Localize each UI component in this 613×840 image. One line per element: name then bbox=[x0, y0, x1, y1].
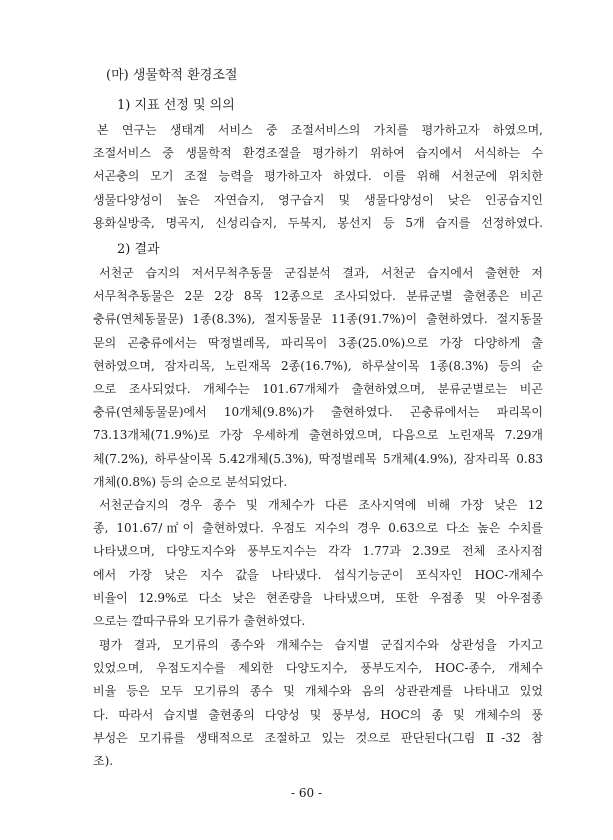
text-line: 73.13개체(71.9%)로 가장 우세하게 출현하였으며, 다음으로 노린재목 7.29개 bbox=[93, 428, 543, 443]
text-line: 조). bbox=[93, 753, 114, 768]
subsection-heading-results: 2) 결과 bbox=[117, 242, 160, 257]
text-line: 서곤충의 모기 조절 능력을 평가하고자 하였다. 이를 위해 서천군에 위치한 bbox=[93, 169, 543, 184]
text-line: 종, 101.67/㎡이 출현하였다. 우점도 지수의 경우 0.63으로 다소 높은 수치를 bbox=[93, 521, 543, 536]
text-line: 으로 조사되었다. 개체수는 101.67개체가 출현하였으며, 분류군별로는 비곤 bbox=[93, 381, 543, 396]
text-line: 조절서비스 중 생물학적 환경조절을 평가하기 위하여 습지에서 서식하는 수 bbox=[93, 146, 543, 161]
text-line: 있었으며, 우점도지수를 제외한 다양도지수, 풍부도지수, HOC-종수, 개체수 bbox=[93, 661, 543, 676]
text-line: 다. 따라서 습지별 출현종의 다양성 및 풍부성, HOC의 종 및 개체수의 풍 bbox=[93, 707, 543, 722]
text-line: 나타냈으며, 다양도지수와 풍부도지수는 각각 1.77과 2.39로 전체 조사지점 bbox=[93, 544, 543, 559]
text-line: 현하였으며, 잠자리목, 노린재목 2종(16.7%), 하루살이목 1종(8.3%) 등의 순 bbox=[93, 358, 543, 373]
paragraph-4 bbox=[93, 634, 543, 773]
paragraph-1 bbox=[93, 119, 543, 235]
text-line: 부성은 모기류를 생태적으로 조절하고 있는 것으로 판단된다(그림 Ⅱ-32 참 bbox=[93, 730, 543, 745]
text-line: 문의 곤충류에서는 딱정벌레목, 파리목이 3종(25.0%)으로 가장 다양하게 출 bbox=[93, 335, 543, 350]
text-line: 에서 가장 낮은 지수 값을 나타냈다. 섭식기능군이 포식자인 HOC-개체수 bbox=[93, 567, 543, 582]
text-line: 으로는 깔따구류와 모기류가 출현하였다. bbox=[93, 613, 306, 628]
text-line: 서천군습지의 경우 종수 및 개체수가 다른 조사지역에 비해 가장 낮은 12 bbox=[99, 498, 543, 512]
text-line: 서무척추동물은 2문 2강 8목 12종으로 조사되었다. 분류군별 출현종은 비곤 bbox=[93, 289, 543, 304]
text-line: 생물다양성이 높은 자연습지, 영구습지 및 생물다양성이 낮은 인공습지인 bbox=[93, 192, 543, 207]
text-line: 서천군 습지의 저서무척추동물 군집분석 결과, 서천군 습지에서 출현한 저 bbox=[99, 266, 543, 280]
text-line: 충류(연체동물문) 1종(8.3%), 절지동물문 11종(91.7%)이 출현하였다. 절지동물 bbox=[93, 312, 543, 327]
paragraph-2 bbox=[93, 262, 543, 494]
text-line: 체(7.2%), 하루살이목 5.42개체(5.3%), 딱정벌레목 5개체(4.9%), 잠자리목 0.83 bbox=[93, 451, 543, 466]
text-line: 비율이 12.9%로 다소 낮은 현존량을 나타냈으며, 또한 우점종 및 아우점종 bbox=[93, 590, 543, 605]
subsection-heading-indicator: 1) 지표 선정 및 의의 bbox=[117, 98, 235, 113]
paragraph-3 bbox=[93, 494, 543, 633]
text-line: 평가 결과, 모기류의 종수와 개체수는 습지별 군집지수와 상관성을 가지고 bbox=[99, 638, 543, 652]
text-line: 본 연구는 생태계 서비스 중 조절서비스의 가치를 평가하고자 하였으며, bbox=[97, 123, 543, 137]
page-number: - 60 - bbox=[290, 786, 322, 800]
text-line: 충류(연체동물문)에서 10개체(9.8%)가 출현하였다. 곤충류에서는 파리목이 bbox=[93, 405, 543, 420]
text-line: 개체(0.8%) 등의 순으로 분석되었다. bbox=[93, 474, 288, 489]
text-line: 비율 등은 모두 모기류의 종수 및 개체수와 음의 상관관계를 나타내고 있었 bbox=[93, 684, 543, 699]
text-line: 용화실방죽, 명곡지, 신성리습지, 두북지, 봉선지 등 5개 습지를 선정하였다. bbox=[93, 215, 543, 230]
section-heading: (마) 생물학적 환경조절 bbox=[106, 68, 238, 83]
